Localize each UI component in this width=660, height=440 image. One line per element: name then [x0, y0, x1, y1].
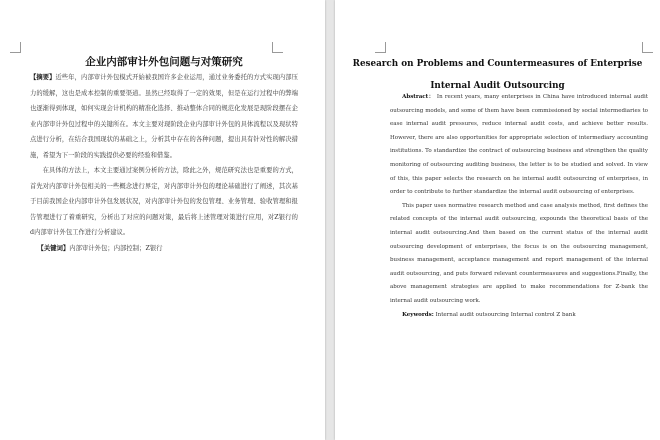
chinese-method-paragraph: 在具体的方法上，本文主要通过案例分析的方法，除此之外，规范研究法也是重要的方式，首先对内部审计外包相关的一些概念进行界定，对内部审计外包的理论基础进行了阐述，其次基于目前我国企业内部审计外包发展状况，对内部审计外包的发包管理、业务管理、验收管理和报告管理进行了着重研究，分析出了对应的问题对策，最后将上述管理对策进行应用，对Z银行的d内部审计外包工作进行分析建议。 [30, 167, 298, 236]
chinese-title: 企业内部审计外包问题与对策研究 [85, 56, 243, 68]
english-abstract-text: In recent years, many enterprises in China have introduced internal audit outsourcing models, and some of them have been commissioned by social intermediaries to ease internal audit pressures, reduce internal audit costs, and achieve better results. However, there are also opportunities for appropriate selection of intermediary accounting institutions. To standardize the contract of outsourcing business and strengthen the quality monitoring of outsourcing auditing business, the letter is to be studied and solved. In view of this, this paper selects the research on he internal audit outsourcing of enterprises, in order to contribute to further standardize the internal audit outsourcing of enterprises. [390, 94, 649, 196]
english-body [390, 91, 648, 322]
margin-corner-mark [272, 42, 283, 53]
english-keywords-line [390, 309, 648, 323]
chinese-keywords-label: 【关键词】 [37, 244, 70, 252]
chinese-abstract-paragraph [30, 70, 298, 163]
english-title: Research on Problems and Countermeasures of Enterprise Internal Audit Outsourcing [352, 59, 643, 91]
chinese-body [30, 70, 298, 256]
english-keywords-label: Keywords: [402, 311, 434, 318]
english-abstract-paragraph [390, 91, 648, 200]
english-method-paragraph: This paper uses normative research method and case analysis method, first defines the related concepts of the internal audit outsourcing, expounds the theoretical basis of the internal audit outsourcing.And then based on the current status of the internal audit outsourcing development of enterprises, the focus is on the outsourcing management, business management, acceptance management and report management of the internal audit outsourcing, and puts forward relevant countermeasures and suggestions.Finally, the above management strategies are applied to make recommendations for Z-bank the internal audit outsourcing work. [390, 202, 648, 304]
right-page [335, 0, 660, 440]
chinese-abstract-label: 【摘要】 [30, 74, 56, 81]
english-abstract-label: Abstract： [402, 94, 435, 100]
margin-corner-mark [642, 42, 653, 53]
english-keywords: Internal audit outsourcing Internal control Z bank [435, 311, 576, 318]
left-page [0, 0, 325, 440]
margin-corner-mark [375, 42, 386, 53]
chinese-keywords-line [30, 241, 298, 257]
chinese-abstract-text: 近些年，内部审计外包模式开始被我国许多企业运用，通过业务委托的方式实现内部压力的缓解，这也是成本控制的重要渠道。虽然已经取得了一定的效果，但是在运行过程中的弊端也逐渐得到体现，如何实现会计机构的精准化选择、推动整体合同的规范化发展是现阶段摆在企业内部审计外包过程中的关键所在。本文主要对现阶段企业内部审计外包的具体流程以及现状特点进行分析，在结合我国现状的基础之上，分析其中存在的各种问题，提出具有针对性的解决措施，希望为下一阶段的实践提供必要的经验和借鉴。 [30, 74, 298, 159]
margin-corner-mark [10, 42, 21, 53]
chinese-keywords: 内部审计外包；内部控制；Z银行 [69, 244, 163, 252]
